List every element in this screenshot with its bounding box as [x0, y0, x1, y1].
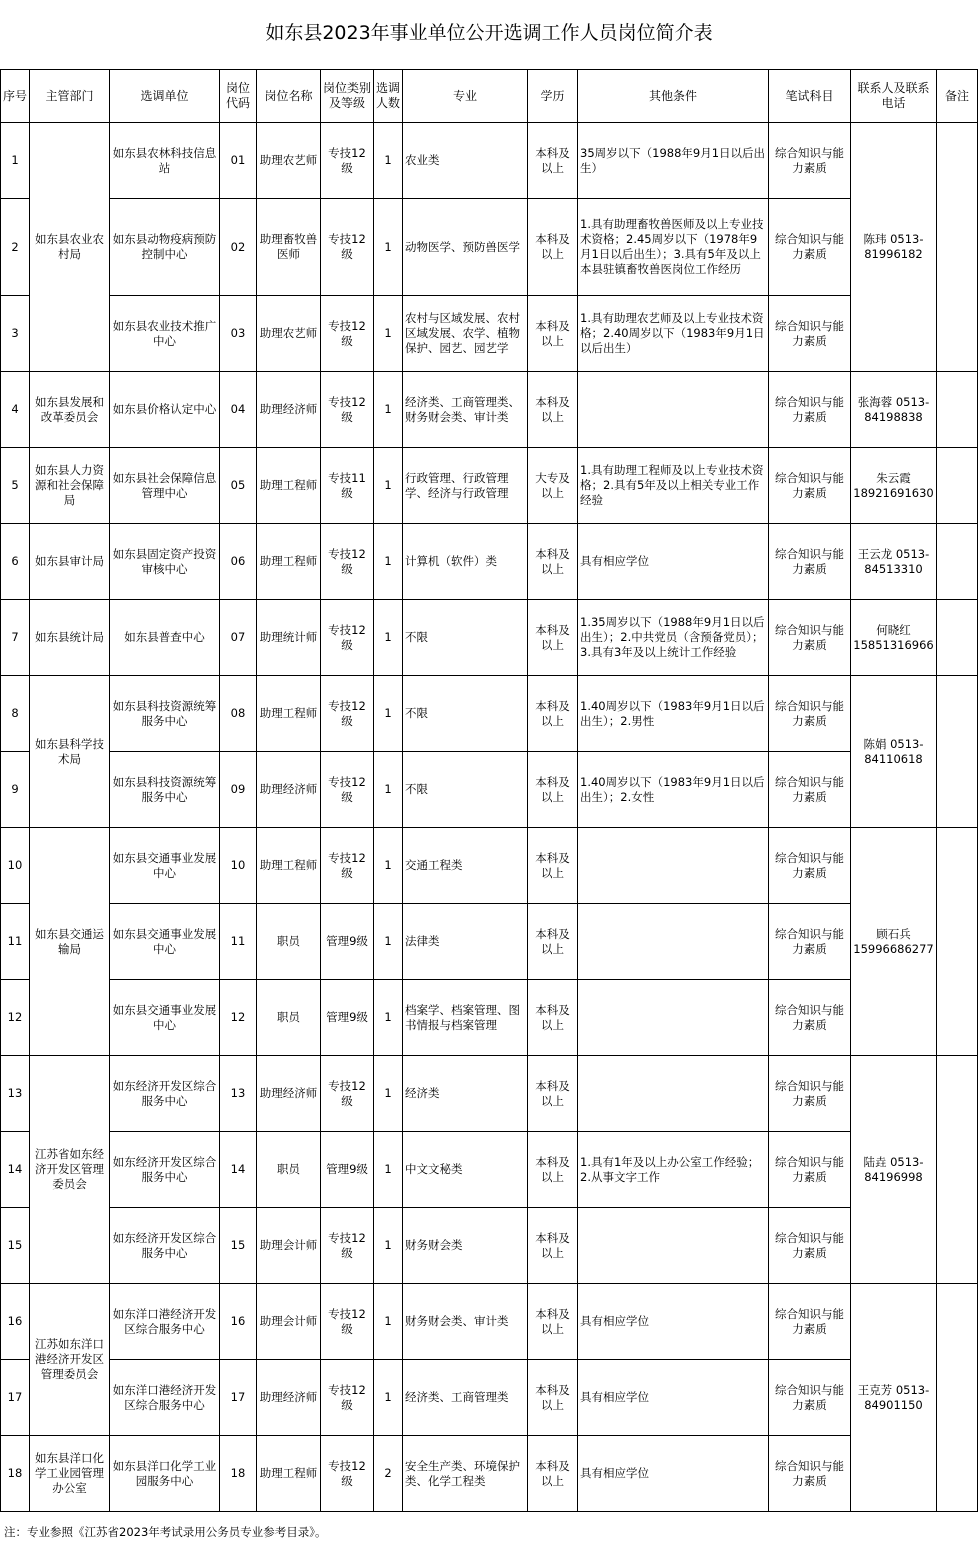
cell-seq: 8	[1, 676, 30, 752]
cell-major: 经济类	[403, 1056, 528, 1132]
cell-exam: 综合知识与能力素质	[769, 600, 851, 676]
cell-edu: 本科及以上	[528, 904, 578, 980]
cell-code: 12	[220, 980, 257, 1056]
cell-contact: 顾石兵 15996686277	[851, 828, 937, 1056]
cell-unit: 如东经济开发区综合服务中心	[110, 1056, 220, 1132]
cell-name: 助理经济师	[257, 752, 321, 828]
cell-code: 15	[220, 1208, 257, 1284]
cell-remark	[937, 123, 978, 372]
cell-edu: 本科及以上	[528, 1208, 578, 1284]
cell-contact: 陈玮 0513-81996182	[851, 123, 937, 372]
cell-name: 助理农艺师	[257, 296, 321, 372]
cell-code: 08	[220, 676, 257, 752]
cell-count: 1	[374, 676, 403, 752]
cell-remark	[937, 448, 978, 524]
cell-major: 财务财会类	[403, 1208, 528, 1284]
cell-grade: 管理9级	[321, 980, 374, 1056]
cell-unit: 如东县交通事业发展中心	[110, 980, 220, 1056]
cell-unit: 如东县普查中心	[110, 600, 220, 676]
cell-grade: 专技12级	[321, 1360, 374, 1436]
cell-cond: 具有相应学位	[578, 1284, 769, 1360]
cell-exam: 综合知识与能力素质	[769, 676, 851, 752]
cell-name: 助理经济师	[257, 1360, 321, 1436]
cell-contact: 朱云霞 18921691630	[851, 448, 937, 524]
cell-exam: 综合知识与能力素质	[769, 1284, 851, 1360]
cell-contact: 陆垚 0513-84196998	[851, 1056, 937, 1284]
cell-unit: 如东县洋口化学工业园服务中心	[110, 1436, 220, 1512]
position-table	[0, 69, 978, 1512]
cell-code: 05	[220, 448, 257, 524]
cell-dept: 如东县洋口化学工业园管理办公室	[30, 1436, 110, 1512]
cell-edu: 本科及以上	[528, 1360, 578, 1436]
cell-name: 职员	[257, 1132, 321, 1208]
cell-dept: 如东县科学技术局	[30, 676, 110, 828]
header-major: 专业	[403, 70, 528, 123]
cell-count: 1	[374, 1284, 403, 1360]
cell-edu: 本科及以上	[528, 1284, 578, 1360]
cell-code: 13	[220, 1056, 257, 1132]
header-code: 岗位代码	[220, 70, 257, 123]
cell-unit: 如东经济开发区综合服务中心	[110, 1208, 220, 1284]
page-title: 如东县2023年事业单位公开选调工作人员岗位简介表	[265, 22, 713, 44]
cell-major: 计算机（软件）类	[403, 524, 528, 600]
cell-remark	[937, 372, 978, 448]
cell-code: 17	[220, 1360, 257, 1436]
cell-count: 1	[374, 199, 403, 296]
header-exam: 笔试科目	[769, 70, 851, 123]
table-row	[1, 524, 978, 600]
cell-grade: 专技12级	[321, 752, 374, 828]
cell-exam: 综合知识与能力素质	[769, 752, 851, 828]
cell-seq: 3	[1, 296, 30, 372]
cell-major: 行政管理、行政管理学、经济与行政管理	[403, 448, 528, 524]
table-row	[1, 1208, 978, 1284]
table-row	[1, 1284, 978, 1360]
cell-grade: 管理9级	[321, 1132, 374, 1208]
cell-count: 1	[374, 752, 403, 828]
table-header-row	[1, 70, 978, 123]
cell-cond	[578, 1056, 769, 1132]
cell-exam: 综合知识与能力素质	[769, 372, 851, 448]
cell-seq: 7	[1, 600, 30, 676]
cell-name: 助理工程师	[257, 828, 321, 904]
cell-name: 助理工程师	[257, 1436, 321, 1512]
cell-cond: 1.具有助理农艺师及以上专业技术资格；2.40周岁以下（1983年9月1日以后出生）	[578, 296, 769, 372]
cell-seq: 1	[1, 123, 30, 199]
cell-seq: 2	[1, 199, 30, 296]
cell-unit: 如东洋口港经济开发区综合服务中心	[110, 1284, 220, 1360]
cell-exam: 综合知识与能力素质	[769, 199, 851, 296]
cell-exam: 综合知识与能力素质	[769, 296, 851, 372]
cell-dept: 江苏省如东经济开发区管理委员会	[30, 1056, 110, 1284]
cell-grade: 专技12级	[321, 372, 374, 448]
cell-seq: 18	[1, 1436, 30, 1512]
cell-major: 经济类、工商管理类	[403, 1360, 528, 1436]
cell-remark	[937, 600, 978, 676]
cell-major: 法律类	[403, 904, 528, 980]
cell-unit: 如东经济开发区综合服务中心	[110, 1132, 220, 1208]
cell-seq: 15	[1, 1208, 30, 1284]
cell-cond: 1.40周岁以下（1983年9月1日以后出生）；2.男性	[578, 676, 769, 752]
cell-dept: 江苏如东洋口港经济开发区管理委员会	[30, 1284, 110, 1436]
cell-count: 1	[374, 296, 403, 372]
table-row	[1, 752, 978, 828]
cell-count: 1	[374, 828, 403, 904]
table-row	[1, 372, 978, 448]
cell-major: 财务财会类、审计类	[403, 1284, 528, 1360]
cell-contact: 王克芳 0513-84901150	[851, 1284, 937, 1512]
cell-seq: 11	[1, 904, 30, 980]
cell-unit: 如东县交通事业发展中心	[110, 828, 220, 904]
cell-grade: 专技12级	[321, 524, 374, 600]
footnote: 注：专业参照《江苏省2023年考试录用公务员专业参考目录》。	[4, 1525, 327, 1539]
cell-unit: 如东县农林科技信息站	[110, 123, 220, 199]
cell-unit: 如东县科技资源统筹服务中心	[110, 676, 220, 752]
cell-unit: 如东县固定资产投资审核中心	[110, 524, 220, 600]
cell-count: 2	[374, 1436, 403, 1512]
header-edu: 学历	[528, 70, 578, 123]
cell-code: 10	[220, 828, 257, 904]
cell-major: 档案学、档案管理、图书情报与档案管理	[403, 980, 528, 1056]
header-cond: 其他条件	[578, 70, 769, 123]
cell-edu: 本科及以上	[528, 980, 578, 1056]
cell-major: 安全生产类、环境保护类、化学工程类	[403, 1436, 528, 1512]
cell-edu: 本科及以上	[528, 372, 578, 448]
cell-grade: 专技12级	[321, 199, 374, 296]
cell-name: 助理工程师	[257, 524, 321, 600]
cell-edu: 本科及以上	[528, 1436, 578, 1512]
cell-count: 1	[374, 123, 403, 199]
cell-contact: 何晓红 15851316966	[851, 600, 937, 676]
cell-count: 1	[374, 524, 403, 600]
header-contact: 联系人及联系电话	[851, 70, 937, 123]
cell-edu: 本科及以上	[528, 296, 578, 372]
table-row	[1, 123, 978, 199]
cell-exam: 综合知识与能力素质	[769, 448, 851, 524]
header-grade: 岗位类别及等级	[321, 70, 374, 123]
cell-grade: 专技12级	[321, 123, 374, 199]
cell-seq: 10	[1, 828, 30, 904]
header-remark: 备注	[937, 70, 978, 123]
cell-contact: 王云龙 0513-84513310	[851, 524, 937, 600]
cell-name: 职员	[257, 980, 321, 1056]
cell-name: 职员	[257, 904, 321, 980]
cell-count: 1	[374, 1056, 403, 1132]
cell-grade: 专技12级	[321, 600, 374, 676]
cell-major: 不限	[403, 600, 528, 676]
cell-unit: 如东县农业技术推广中心	[110, 296, 220, 372]
cell-name: 助理会计师	[257, 1208, 321, 1284]
table-row	[1, 199, 978, 296]
cell-code: 11	[220, 904, 257, 980]
cell-major: 交通工程类	[403, 828, 528, 904]
cell-exam: 综合知识与能力素质	[769, 1208, 851, 1284]
cell-major: 农业类	[403, 123, 528, 199]
cell-count: 1	[374, 448, 403, 524]
cell-remark	[937, 1056, 978, 1284]
cell-major: 动物医学、预防兽医学	[403, 199, 528, 296]
cell-cond: 具有相应学位	[578, 1360, 769, 1436]
cell-count: 1	[374, 1208, 403, 1284]
cell-code: 16	[220, 1284, 257, 1360]
cell-exam: 综合知识与能力素质	[769, 123, 851, 199]
cell-name: 助理畜牧兽医师	[257, 199, 321, 296]
cell-unit: 如东洋口港经济开发区综合服务中心	[110, 1360, 220, 1436]
cell-edu: 本科及以上	[528, 676, 578, 752]
cell-seq: 13	[1, 1056, 30, 1132]
cell-exam: 综合知识与能力素质	[769, 1360, 851, 1436]
cell-name: 助理经济师	[257, 372, 321, 448]
cell-grade: 专技12级	[321, 676, 374, 752]
table-row	[1, 1360, 978, 1436]
cell-major: 不限	[403, 676, 528, 752]
cell-count: 1	[374, 1360, 403, 1436]
cell-name: 助理会计师	[257, 1284, 321, 1360]
cell-contact: 陈娟 0513-84110618	[851, 676, 937, 828]
cell-count: 1	[374, 980, 403, 1056]
cell-name: 助理工程师	[257, 676, 321, 752]
cell-seq: 9	[1, 752, 30, 828]
table-row	[1, 1132, 978, 1208]
cell-contact: 张海蓉 0513-84198838	[851, 372, 937, 448]
cell-exam: 综合知识与能力素质	[769, 1436, 851, 1512]
cell-dept: 如东县交通运输局	[30, 828, 110, 1056]
cell-major: 经济类、工商管理类、财务财会类、审计类	[403, 372, 528, 448]
cell-cond	[578, 372, 769, 448]
cell-unit: 如东县动物疫病预防控制中心	[110, 199, 220, 296]
header-dept: 主管部门	[30, 70, 110, 123]
cell-grade: 专技12级	[321, 296, 374, 372]
cell-count: 1	[374, 904, 403, 980]
table-row	[1, 676, 978, 752]
cell-edu: 本科及以上	[528, 752, 578, 828]
table-row	[1, 448, 978, 524]
header-name: 岗位名称	[257, 70, 321, 123]
cell-code: 14	[220, 1132, 257, 1208]
cell-seq: 16	[1, 1284, 30, 1360]
cell-grade: 专技12级	[321, 1436, 374, 1512]
cell-edu: 本科及以上	[528, 123, 578, 199]
cell-unit: 如东县科技资源统筹服务中心	[110, 752, 220, 828]
cell-grade: 专技11级	[321, 448, 374, 524]
cell-cond: 具有相应学位	[578, 524, 769, 600]
cell-cond: 1.具有助理畜牧兽医师及以上专业技术资格；2.45周岁以下（1978年9月1日以后出生）；3.具有5年及以上本县驻镇畜牧兽医岗位工作经历	[578, 199, 769, 296]
cell-edu: 本科及以上	[528, 600, 578, 676]
cell-unit: 如东县社会保障信息管理中心	[110, 448, 220, 524]
table-row	[1, 904, 978, 980]
cell-cond: 1.具有助理工程师及以上专业技术资格；2.具有5年及以上相关专业工作经验	[578, 448, 769, 524]
cell-cond	[578, 1208, 769, 1284]
cell-unit: 如东县交通事业发展中心	[110, 904, 220, 980]
cell-major: 农村与区域发展、农村区域发展、农学、植物保护、园艺、园艺学	[403, 296, 528, 372]
cell-exam: 综合知识与能力素质	[769, 828, 851, 904]
cell-count: 1	[374, 372, 403, 448]
cell-cond	[578, 904, 769, 980]
cell-unit: 如东县价格认定中心	[110, 372, 220, 448]
cell-dept: 如东县发展和改革委员会	[30, 372, 110, 448]
cell-remark	[937, 524, 978, 600]
cell-edu: 本科及以上	[528, 1132, 578, 1208]
cell-exam: 综合知识与能力素质	[769, 1132, 851, 1208]
cell-seq: 12	[1, 980, 30, 1056]
cell-cond: 1.35周岁以下（1988年9月1日以后出生）；2.中共党员（含预备党员）；3.具有3年及以上统计工作经验	[578, 600, 769, 676]
header-count: 选调人数	[374, 70, 403, 123]
table-row	[1, 828, 978, 904]
cell-cond	[578, 980, 769, 1056]
cell-code: 02	[220, 199, 257, 296]
cell-seq: 14	[1, 1132, 30, 1208]
cell-name: 助理工程师	[257, 448, 321, 524]
cell-dept: 如东县农业农村局	[30, 123, 110, 372]
cell-remark	[937, 1284, 978, 1512]
cell-cond: 35周岁以下（1988年9月1日以后出生）	[578, 123, 769, 199]
cell-code: 07	[220, 600, 257, 676]
cell-count: 1	[374, 600, 403, 676]
cell-major: 中文文秘类	[403, 1132, 528, 1208]
cell-seq: 4	[1, 372, 30, 448]
cell-edu: 大专及以上	[528, 448, 578, 524]
cell-code: 04	[220, 372, 257, 448]
cell-edu: 本科及以上	[528, 524, 578, 600]
cell-edu: 本科及以上	[528, 1056, 578, 1132]
cell-seq: 17	[1, 1360, 30, 1436]
cell-cond: 具有相应学位	[578, 1436, 769, 1512]
cell-dept: 如东县统计局	[30, 600, 110, 676]
cell-cond: 1.具有1年及以上办公室工作经验；2.从事文字工作	[578, 1132, 769, 1208]
cell-grade: 专技12级	[321, 1056, 374, 1132]
cell-code: 01	[220, 123, 257, 199]
cell-grade: 专技12级	[321, 1208, 374, 1284]
cell-major: 不限	[403, 752, 528, 828]
cell-grade: 管理9级	[321, 904, 374, 980]
cell-exam: 综合知识与能力素质	[769, 904, 851, 980]
cell-grade: 专技12级	[321, 828, 374, 904]
cell-seq: 5	[1, 448, 30, 524]
cell-count: 1	[374, 1132, 403, 1208]
cell-dept: 如东县人力资源和社会保障局	[30, 448, 110, 524]
cell-grade: 专技12级	[321, 1284, 374, 1360]
cell-exam: 综合知识与能力素质	[769, 980, 851, 1056]
cell-seq: 6	[1, 524, 30, 600]
cell-exam: 综合知识与能力素质	[769, 1056, 851, 1132]
cell-name: 助理统计师	[257, 600, 321, 676]
cell-name: 助理农艺师	[257, 123, 321, 199]
table-row	[1, 1436, 978, 1512]
cell-exam: 综合知识与能力素质	[769, 524, 851, 600]
cell-name: 助理经济师	[257, 1056, 321, 1132]
cell-remark	[937, 676, 978, 828]
cell-edu: 本科及以上	[528, 199, 578, 296]
cell-cond	[578, 828, 769, 904]
header-seq: 序号	[1, 70, 30, 123]
table-row	[1, 980, 978, 1056]
cell-code: 03	[220, 296, 257, 372]
table-row	[1, 296, 978, 372]
cell-dept: 如东县审计局	[30, 524, 110, 600]
cell-code: 06	[220, 524, 257, 600]
cell-cond: 1.40周岁以下（1983年9月1日以后出生）；2.女性	[578, 752, 769, 828]
table-row	[1, 600, 978, 676]
header-unit: 选调单位	[110, 70, 220, 123]
cell-edu: 本科及以上	[528, 828, 578, 904]
cell-code: 09	[220, 752, 257, 828]
table-row	[1, 1056, 978, 1132]
cell-remark	[937, 828, 978, 1056]
cell-code: 18	[220, 1436, 257, 1512]
